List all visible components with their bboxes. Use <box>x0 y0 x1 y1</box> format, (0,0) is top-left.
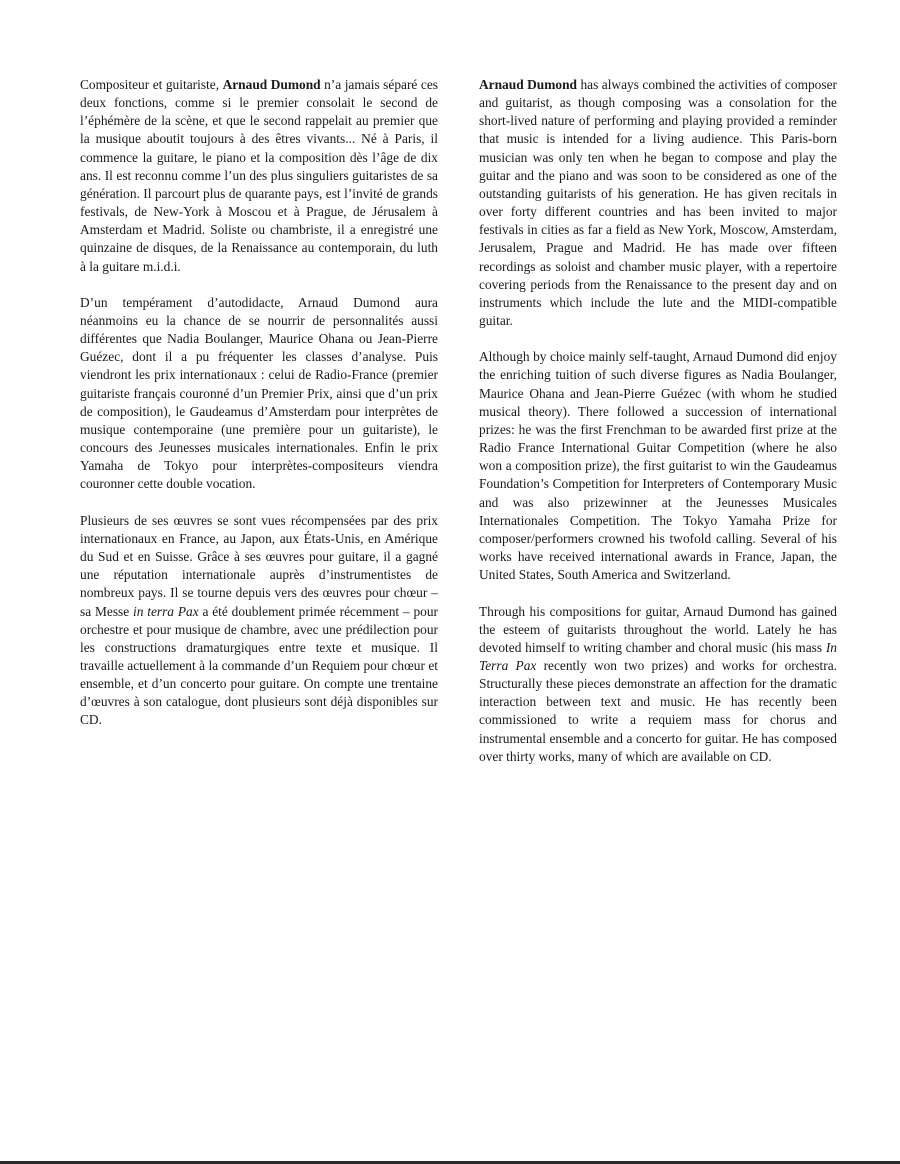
french-p3-intro: Plusieurs de ses œuvres se sont vues récompensées par des prix internationaux en France, au Japon, aux États-Unis, en Amérique du Sud et en Suisse. Grâce à ses œuvres pour guitare, il a gagné une réputation internationale auprès d’instrumentistes de nombreux pays. Il se tourne depuis vers des œuvres pour chœur – sa Messe <box>80 512 438 619</box>
english-biography-column <box>479 76 837 784</box>
french-p3-body: a été doublement primée récemment – pour orchestre et pour musique de chambre, avec une prédilection pour les constructions dramaturgiques entre texte et musique. Il travaille actuellement à la commande d’un Requiem pour chœur et ensemble, et d’un concerto pour guitare. On compte une trentaine d’œuvres à son catalogue, dont plusieurs sont déjà disponibles sur CD. <box>80 603 438 728</box>
english-paragraph-3 <box>479 603 837 766</box>
french-p1-artist-name: Arnaud Dumond <box>222 77 321 92</box>
french-paragraph-2: D’un tempérament d’autodidacte, Arnaud Dumond aura néanmoins eu la chance de se nourrir de personnalités aussi différentes que Nadia Boulanger, Maurice Ohana ou Jean-Pierre Guézec, dont il a pu fréquenter les classes d’analyse. Puis viendront les prix internationaux : celui de Radio-France (premier guitariste français couronné d’un Premier Prix, ainsi que d’un prix de composition), le Gaudeamus d’Amsterdam pour interprètes de musique contemporaine (une première pour un guitariste), le concours des Jeunesses musicales internationales. Enfin le prix Yamaha de Tokyo pour interprètes-compositeurs viendra couronner cette double vocation. <box>80 294 438 492</box>
english-p1-artist-name: Arnaud Dumond <box>479 77 577 92</box>
french-paragraph-1 <box>80 76 438 276</box>
french-paragraph-3 <box>80 512 438 730</box>
french-biography-column <box>80 76 438 748</box>
english-p3-body: recently won two prizes) and works for orchestra. Structurally these pieces demonstrate an affection for the dramatic interaction between text and music. He has recently been commissioned to write a requiem mass for chorus and instrumental ensemble and a concerto for guitar. He has composed over thirty works, many of which are available on CD. <box>479 657 838 764</box>
english-p1-body: has always combined the activities of composer and guitarist, as though composing was a consolation for the short-lived nature of performing and playing provided a reminder that music is intended for a living audience. This Paris-born musician was only ten when he began to compose and play the guitar and the piano and was soon to be considered as one of the outstanding guitarists of his generation. He has given recitals in over forty different countries and has been invited to major festivals in cities as far a field as New York, Moscow, Amsterdam, Jerusalem, Prague and Madrid. He has made over fifteen recordings as soloist and chamber music player, with a repertoire covering periods from the Renaissance to the present day and on instruments which include the lute and the MIDI-compatible guitar. <box>479 77 837 329</box>
french-p1-body: n’a jamais séparé ces deux fonctions, comme si le premier consolait le second de l’éphémère de la scène, et que le second rappelait au premier que la musique aboutit toujours à des êtres vivants... Né à Paris, il commence la guitare, le piano et la composition dès l’âge de dix ans. Il est reconnu comme l’un des plus singuliers guitaristes de sa génération. Il parcourt plus de quarante pays, est l’invité de grands festivals, de New-York à Moscou et à Prague, de Jérusalem à Amsterdam et Madrid. Soliste ou chambriste, il a enregistré une quinzaine de disques, de la Renaissance au contemporain, du luth à la guitare m.i.d.i. <box>80 77 438 274</box>
english-paragraph-2: Although by choice mainly self-taught, Arnaud Dumond did enjoy the enriching tuition of such diverse figures as Nadia Boulanger, Maurice Ohana and Jean-Pierre Guézec (with whom he studied musical theory). There followed a succession of international prizes: he was the first Frenchman to be awarded first prize at the Radio France International Guitar Competition (where he also won a composition prize), the first guitarist to win the Gaudeamus Foundation’s Competition for Interpreters of Contemporary Music and was also prizewinner at the Jeunesses Musicales Internationales Competition. The Tokyo Yamaha Prize for composer/performers crowned his twofold calling. Several of his works have received international awards in France, Japan, the United States, South America and Switzerland. <box>479 349 837 583</box>
french-p1-intro: Compositeur et guitariste, <box>80 77 223 92</box>
english-p3-work-title: In Terra Pax <box>479 639 837 673</box>
english-paragraph-1 <box>479 76 837 330</box>
english-p3-intro: Through his compositions for guitar, Arnaud Dumond has gained the esteem of guitarists throughout the world. Lately he has devoted himself to writing chamber and choral music (his mass <box>479 603 837 655</box>
french-p3-work-title: in terra Pax <box>133 603 199 619</box>
